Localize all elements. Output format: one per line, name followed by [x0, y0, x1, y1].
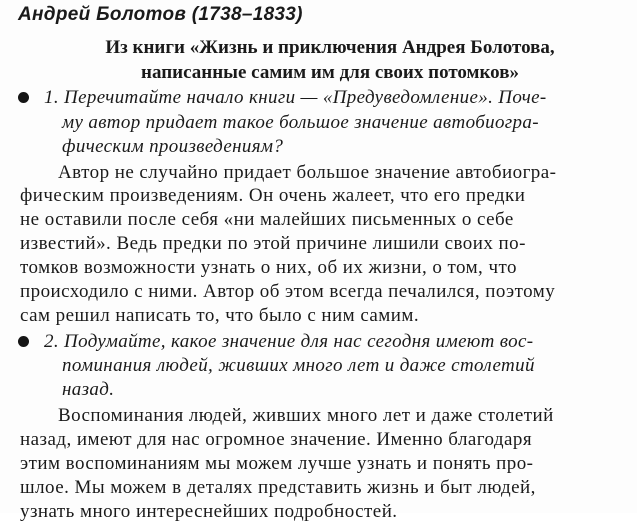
question-2-line-1: 2. Подумайте, какое значение для нас сегодня имеют вос-	[44, 331, 534, 352]
answer-1-line-2: фическим произведениям. Он очень жалеет, что его предки	[20, 185, 526, 206]
answer-2-line-2: назад, имеют для нас огромное значение. Именно благодаря	[20, 429, 533, 450]
answer-2-line-1: Воспоминания людей, живших много лет и даже столетий	[58, 405, 554, 426]
chapter-title-line-1: Из книги «Жизнь и приключения Андрея Болотова,	[105, 37, 555, 58]
answer-1-line-3: не оставили после себя «ни малейших письменных о себе	[20, 209, 514, 230]
bullet-icon	[18, 336, 29, 347]
answer-1-line-6: происходило с ними. Автор об этом всегда печалился, поэтому	[20, 281, 556, 302]
answer-1-line-4: известий». Ведь предки по этой причине лишили своих по-	[20, 233, 526, 254]
question-2-line-2: поминания людей, живших много лет и даже столетий	[62, 355, 535, 376]
answer-1-line-5: томков возможности узнать о них, об их жизни, о том, что	[20, 257, 517, 278]
question-1-line-1: 1. Перечитайте начало книги — «Предуведомление». Поче-	[44, 87, 547, 108]
chapter-title-line-2: написанные самим им для своих потомков»	[141, 62, 519, 83]
question-1-line-2: му автор придает такое большое значение автобиогра-	[62, 112, 539, 133]
question-1-line-3: фическим произведениям?	[62, 136, 284, 157]
author-heading: Андрей Болотов (1738–1833)	[18, 4, 303, 25]
answer-1-line-7: сам решил написать то, что было с ним самим.	[20, 305, 420, 326]
bullet-icon	[18, 92, 29, 103]
answer-1-line-1: Автор не случайно придает большое значение автобиогра-	[58, 162, 557, 183]
question-2-line-3: назад.	[62, 379, 115, 400]
answer-2-line-5: узнать много интереснейших подробностей.	[20, 501, 398, 522]
answer-2-line-4: шлое. Мы можем в деталях представить жизнь и быт людей,	[20, 477, 536, 498]
answer-2-line-3: этим воспоминаниям мы можем лучше узнать и понять про-	[20, 453, 534, 474]
